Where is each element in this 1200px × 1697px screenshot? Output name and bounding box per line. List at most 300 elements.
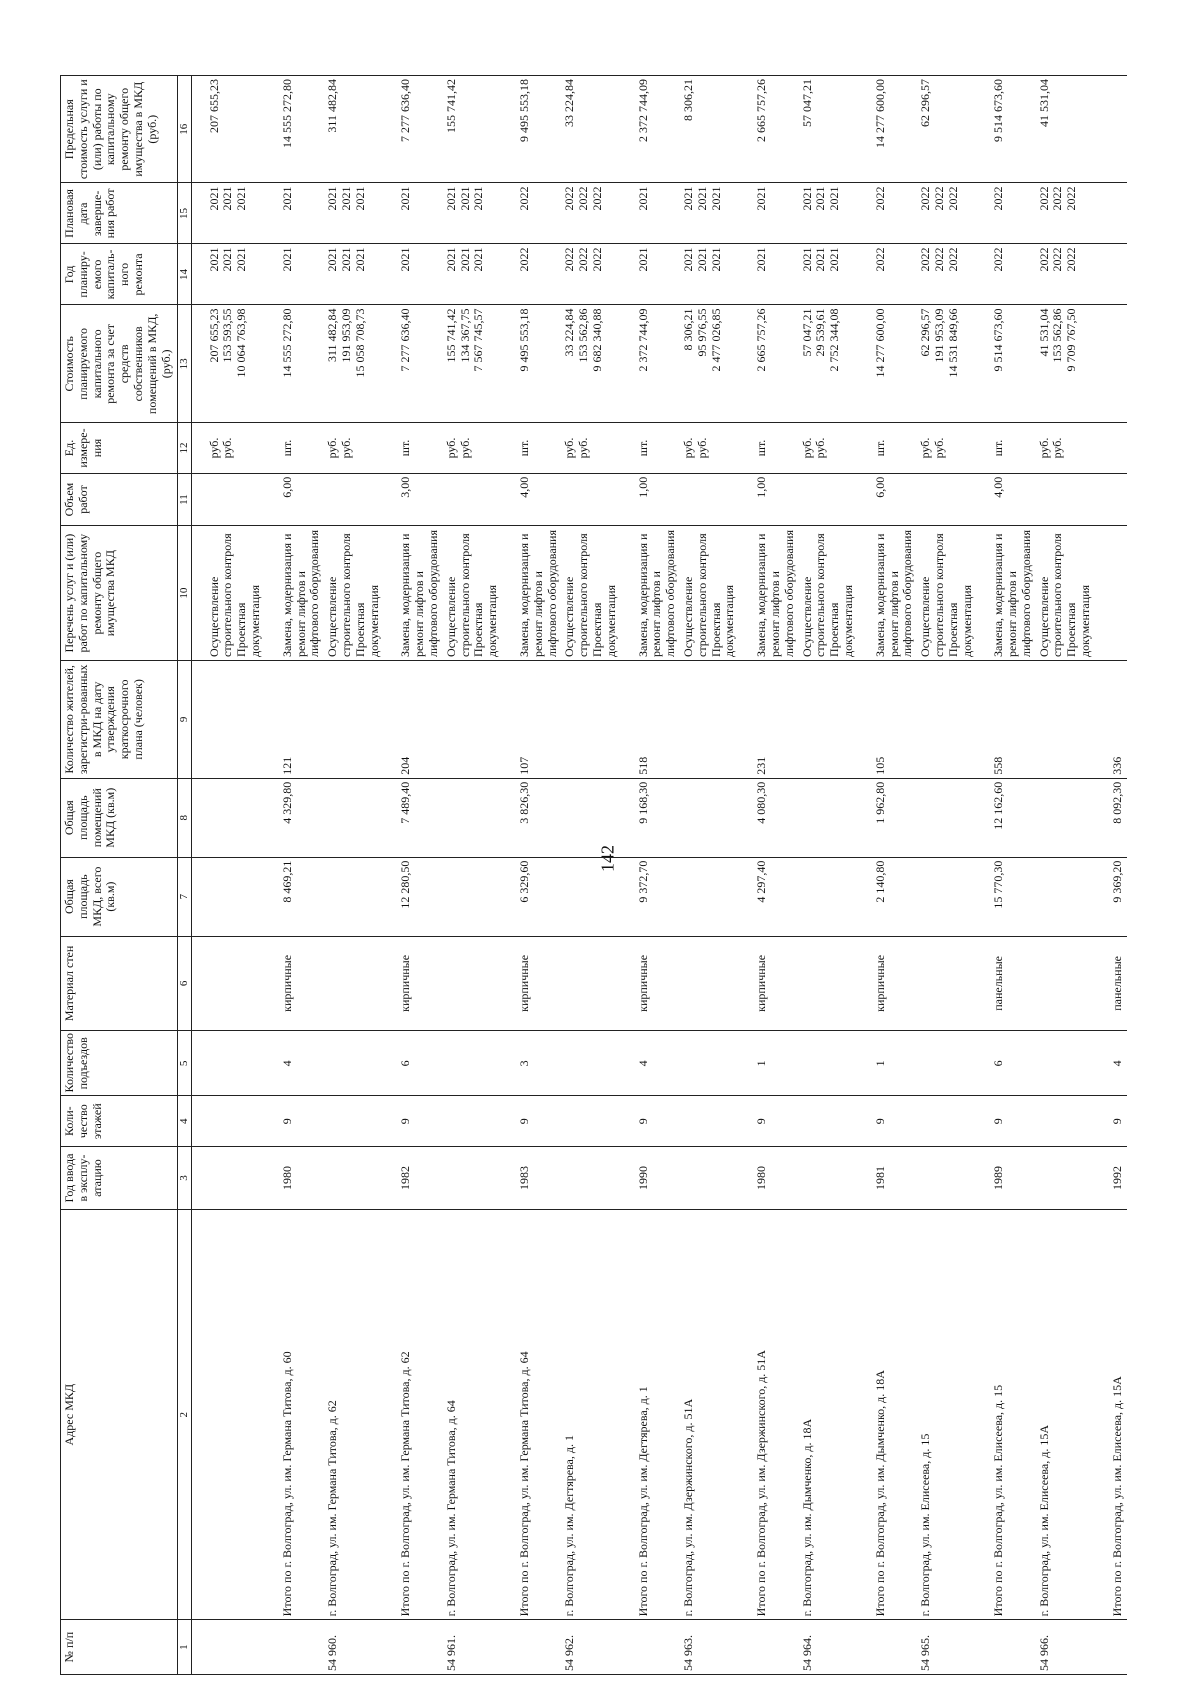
walls-cell: кирпичные bbox=[739, 936, 798, 1031]
year-built-cell: 1980 bbox=[739, 1146, 798, 1209]
cell-line: 2022 bbox=[918, 247, 933, 272]
year-cell: 2021 bbox=[621, 244, 680, 305]
cell-line: 2022 bbox=[1036, 186, 1051, 211]
work-cell bbox=[917, 526, 976, 661]
cell-line: 2021 bbox=[799, 186, 814, 211]
address-cell: Итого по г. Волгоград, ул. им. Елисеева, д. 15 bbox=[976, 1210, 1035, 1620]
cell-line: 2021 bbox=[206, 247, 221, 272]
cell-line: 2022 bbox=[576, 186, 591, 211]
residents-cell: 121 bbox=[265, 660, 324, 778]
year-cell bbox=[799, 244, 858, 305]
limit-cell: 9 495 553,18 bbox=[502, 76, 561, 183]
empty-cell bbox=[1036, 857, 1095, 936]
work-item: Осуществление строительного контроля bbox=[206, 533, 235, 657]
cell-line: 33 224,84 bbox=[562, 308, 577, 357]
column-number: 11 bbox=[178, 473, 192, 526]
unit-cell: шт. bbox=[976, 423, 1035, 473]
work-cell: Замена, модернизация и ремонт лифтов и лифтового оборудования bbox=[739, 526, 798, 661]
walls-cell: кирпичные bbox=[502, 936, 561, 1031]
year-cell bbox=[191, 244, 265, 305]
empty-cell bbox=[324, 778, 383, 857]
column-number: 8 bbox=[178, 778, 192, 857]
column-number: 7 bbox=[178, 857, 192, 936]
cell-line: 2021 bbox=[234, 186, 249, 211]
cell-line: 134 367,75 bbox=[457, 308, 472, 363]
empty-cell bbox=[799, 778, 858, 857]
work-item: Проектная документация bbox=[471, 584, 500, 657]
column-number: 16 bbox=[178, 76, 192, 183]
volume-cell: 1,00 bbox=[621, 473, 680, 526]
date-cell bbox=[191, 183, 265, 244]
row-number: 54 961. bbox=[443, 1620, 502, 1675]
cell-line: 2021 bbox=[694, 247, 709, 272]
empty-cell bbox=[191, 857, 265, 936]
work-cell: Замена, модернизация и ремонт лифтов и лифтового оборудования bbox=[502, 526, 561, 661]
area-rooms-cell: 12 162,60 bbox=[976, 778, 1035, 857]
cell-line: руб. bbox=[799, 437, 814, 459]
work-cell: Замена, модернизация и ремонт лифтов и лифтового оборудования bbox=[976, 526, 1035, 661]
limit-cell: 9 514 673,60 bbox=[976, 76, 1035, 183]
address-cell: Итого по г. Волгоград, ул. им. Германа Титова, д. 62 bbox=[383, 1210, 442, 1620]
cost-cell: 7 277 636,40 bbox=[383, 305, 442, 423]
year-built-cell: 1989 bbox=[976, 1146, 1035, 1209]
address-cell: Итого по г. Волгоград, ул. им. Елисеева, д. 15А bbox=[1095, 1210, 1127, 1620]
cell-line: 2021 bbox=[813, 247, 828, 272]
date-cell: 2021 bbox=[739, 183, 798, 244]
work-cell bbox=[1036, 526, 1095, 661]
residents-cell: 107 bbox=[502, 660, 561, 778]
work-item: Осуществление строительного контроля bbox=[918, 533, 946, 657]
work-item: Проектная документация bbox=[945, 584, 974, 657]
cost-cell bbox=[917, 305, 976, 423]
column-number-row bbox=[178, 76, 192, 1675]
year-cell bbox=[1036, 244, 1095, 305]
row-number: 54 966. bbox=[1036, 1620, 1095, 1675]
limit-cell bbox=[680, 76, 739, 183]
area-total-cell: 12 280,50 bbox=[383, 857, 442, 936]
empty-cell bbox=[1036, 936, 1095, 1031]
cell-line: руб. bbox=[1050, 437, 1065, 459]
area-total-cell: 9 369,20 bbox=[1095, 857, 1127, 936]
cell-line: руб. bbox=[813, 437, 828, 459]
cell-line: 2021 bbox=[220, 247, 235, 272]
column-number: 4 bbox=[178, 1096, 192, 1146]
cell-line: 15 058 708,73 bbox=[352, 308, 367, 378]
cell-line: 2021 bbox=[694, 186, 709, 211]
empty-cell bbox=[917, 1096, 976, 1146]
work-cell bbox=[561, 526, 620, 661]
cell-line: 2021 bbox=[352, 247, 367, 272]
cell-line: 2022 bbox=[945, 247, 960, 272]
cell-line: 2021 bbox=[443, 186, 458, 211]
cell-line: 191 953,09 bbox=[339, 308, 354, 363]
residents-cell: 204 bbox=[383, 660, 442, 778]
date-cell bbox=[917, 183, 976, 244]
area-rooms-cell: 4 329,80 bbox=[265, 778, 324, 857]
date-cell: 2021 bbox=[265, 183, 324, 244]
volume-cell bbox=[191, 473, 265, 526]
unit-cell: шт. bbox=[858, 423, 917, 473]
cell-line: 95 976,55 bbox=[694, 308, 709, 357]
total-row bbox=[383, 76, 442, 1675]
limit-cell bbox=[799, 76, 858, 183]
empty-cell bbox=[917, 936, 976, 1031]
empty-cell bbox=[443, 778, 502, 857]
item-row bbox=[1036, 76, 1095, 1675]
cell-line: руб. bbox=[562, 437, 577, 459]
empty-cell bbox=[680, 936, 739, 1031]
empty-cell bbox=[1036, 1096, 1095, 1146]
work-cell bbox=[680, 526, 739, 661]
cell-line: 2021 bbox=[443, 247, 458, 272]
column-header: Объем работ bbox=[61, 473, 178, 526]
cost-cell: 2 665 757,26 bbox=[739, 305, 798, 423]
item-row bbox=[561, 76, 620, 1675]
cell-line: 155 741,42 bbox=[443, 308, 458, 363]
empty-cell bbox=[680, 778, 739, 857]
cell-line: 2021 bbox=[799, 247, 814, 272]
column-header: Ед. измере-ния bbox=[61, 423, 178, 473]
item-row bbox=[917, 76, 976, 1675]
limit-cell bbox=[561, 76, 620, 183]
floors-cell: 9 bbox=[265, 1096, 324, 1146]
empty-cell bbox=[443, 1096, 502, 1146]
empty-cell bbox=[324, 660, 383, 778]
cell-line: руб. bbox=[694, 437, 709, 459]
volume-cell: 3,00 bbox=[383, 473, 442, 526]
cell-line: 2022 bbox=[945, 186, 960, 211]
empty-cell bbox=[191, 1031, 265, 1096]
item-row bbox=[443, 76, 502, 1675]
cost-cell bbox=[561, 305, 620, 423]
column-header: № п/п bbox=[61, 1620, 178, 1675]
column-number: 15 bbox=[178, 183, 192, 244]
address-cell: г. Волгоград, ул. им. Дымченко, д. 18А bbox=[799, 1210, 858, 1620]
empty-cell bbox=[799, 1031, 858, 1096]
volume-cell: 6,00 bbox=[858, 473, 917, 526]
empty-cell bbox=[1036, 1031, 1095, 1096]
cell-line: 8 306,21 bbox=[680, 79, 695, 121]
address-cell: Итого по г. Волгоград, ул. им. Германа Титова, д. 64 bbox=[502, 1210, 561, 1620]
area-rooms-cell: 4 080,30 bbox=[739, 778, 798, 857]
area-rooms-cell: 8 092,30 bbox=[1095, 778, 1127, 857]
empty-cell bbox=[1095, 183, 1127, 244]
column-number: 10 bbox=[178, 526, 192, 661]
row-number: 54 963. bbox=[680, 1620, 739, 1675]
entrances-cell: 1 bbox=[739, 1031, 798, 1096]
limit-cell: 14 555 272,80 bbox=[265, 76, 324, 183]
empty-cell bbox=[799, 1096, 858, 1146]
year-built-cell: 1981 bbox=[858, 1146, 917, 1209]
work-cell: Замена, модернизация и ремонт лифтов и лифтового оборудования bbox=[621, 526, 680, 661]
work-item: Проектная документация bbox=[708, 584, 737, 657]
empty-cell bbox=[1036, 1146, 1095, 1209]
work-item: Осуществление строительного контроля bbox=[680, 533, 709, 657]
column-number: 3 bbox=[178, 1146, 192, 1209]
limit-cell: 7 277 636,40 bbox=[383, 76, 442, 183]
empty-cell bbox=[561, 1096, 620, 1146]
date-cell bbox=[799, 183, 858, 244]
work-cell bbox=[191, 526, 265, 661]
address-cell: г. Волгоград, ул. им. Елисеева, д. 15А bbox=[1036, 1210, 1095, 1620]
area-total-cell: 8 469,21 bbox=[265, 857, 324, 936]
cell-line: 2 477 026,85 bbox=[708, 308, 723, 372]
cell-line: руб. bbox=[918, 437, 933, 459]
floors-cell: 9 bbox=[739, 1096, 798, 1146]
column-header: Материал стен bbox=[61, 936, 178, 1031]
cell-line: 10 064 763,98 bbox=[234, 308, 249, 378]
volume-cell: 4,00 bbox=[976, 473, 1035, 526]
area-rooms-cell: 9 168,30 bbox=[621, 778, 680, 857]
cell-line: 153 562,86 bbox=[576, 308, 591, 363]
column-number: 14 bbox=[178, 244, 192, 305]
cell-line: руб. bbox=[325, 437, 340, 459]
column-header: Плановая дата заверше-ния работ bbox=[61, 183, 178, 244]
cell-line: руб. bbox=[576, 437, 591, 459]
address-cell: Итого по г. Волгоград, ул. им. Германа Титова, д. 60 bbox=[265, 1210, 324, 1620]
empty-cell bbox=[561, 1031, 620, 1096]
cell-line: руб. bbox=[457, 437, 472, 459]
cell-line: 62 296,57 bbox=[918, 79, 933, 127]
empty-cell bbox=[191, 778, 265, 857]
year-built-cell: 1983 bbox=[502, 1146, 561, 1209]
address-cell: Итого по г. Волгоград, ул. им. Дымченко, д. 18А bbox=[858, 1210, 917, 1620]
item-row bbox=[680, 76, 739, 1675]
unit-cell bbox=[917, 423, 976, 473]
empty-cell bbox=[1095, 423, 1127, 473]
volume-cell: 4,00 bbox=[502, 473, 561, 526]
cell-line: 2021 bbox=[680, 247, 695, 272]
entrances-cell: 6 bbox=[383, 1031, 442, 1096]
cell-line: 2022 bbox=[931, 186, 946, 211]
empty-cell bbox=[191, 1146, 265, 1209]
cost-cell bbox=[1036, 305, 1095, 423]
empty-cell bbox=[561, 660, 620, 778]
empty-cell bbox=[917, 1146, 976, 1209]
cell-line: 2022 bbox=[1036, 247, 1051, 272]
empty-cell bbox=[443, 857, 502, 936]
empty-cell bbox=[799, 660, 858, 778]
cell-line: 2022 bbox=[562, 247, 577, 272]
entrances-cell: 6 bbox=[976, 1031, 1035, 1096]
work-item: Проектная документация bbox=[352, 584, 381, 657]
cell-line: 207 655,23 bbox=[206, 79, 221, 133]
total-row bbox=[976, 76, 1035, 1675]
work-cell bbox=[799, 526, 858, 661]
address-cell: г. Волгоград, ул. им. Дегтярева, д. 1 bbox=[561, 1210, 620, 1620]
cell-line: 191 953,09 bbox=[931, 308, 946, 363]
area-total-cell: 2 140,80 bbox=[858, 857, 917, 936]
cell-line: 2021 bbox=[234, 247, 249, 272]
row-number: 54 965. bbox=[917, 1620, 976, 1675]
work-item: Осуществление строительного контроля bbox=[1036, 533, 1065, 657]
residents-cell: 105 bbox=[858, 660, 917, 778]
volume-cell bbox=[680, 473, 739, 526]
cell-line: 2 752 344,08 bbox=[827, 308, 842, 372]
cell-line: 9 682 340,88 bbox=[589, 308, 604, 372]
empty-cell bbox=[324, 936, 383, 1031]
address-cell: Итого по г. Волгоград, ул. им. Дегтярева, д. 1 bbox=[621, 1210, 680, 1620]
cell-line: 2022 bbox=[931, 247, 946, 272]
column-number: 9 bbox=[178, 660, 192, 778]
row-number: 54 960. bbox=[324, 1620, 383, 1675]
row-number bbox=[976, 1620, 1035, 1675]
cell-line: 2021 bbox=[708, 247, 723, 272]
entrances-cell: 4 bbox=[265, 1031, 324, 1096]
work-cell bbox=[324, 526, 383, 661]
total-row bbox=[191, 76, 265, 1675]
empty-cell bbox=[799, 936, 858, 1031]
year-cell bbox=[443, 244, 502, 305]
work-item: Проектная документация bbox=[827, 584, 855, 657]
empty-cell bbox=[917, 857, 976, 936]
empty-cell bbox=[443, 1031, 502, 1096]
cell-line: 2021 bbox=[220, 186, 235, 211]
unit-cell bbox=[191, 423, 265, 473]
empty-cell bbox=[1095, 76, 1127, 183]
cell-line: 155 741,42 bbox=[443, 79, 458, 133]
year-cell bbox=[324, 244, 383, 305]
floors-cell: 9 bbox=[976, 1096, 1035, 1146]
cell-line: 2022 bbox=[918, 186, 933, 211]
cell-line: 2021 bbox=[457, 247, 472, 272]
cost-cell: 9 495 553,18 bbox=[502, 305, 561, 423]
empty-cell bbox=[1036, 660, 1095, 778]
cell-line: руб. bbox=[680, 437, 695, 459]
volume-cell bbox=[1036, 473, 1095, 526]
unit-cell: шт. bbox=[739, 423, 798, 473]
area-total-cell: 4 297,40 bbox=[739, 857, 798, 936]
year-cell: 2021 bbox=[739, 244, 798, 305]
cost-cell bbox=[324, 305, 383, 423]
cell-line: 2022 bbox=[1050, 186, 1065, 211]
item-row bbox=[799, 76, 858, 1675]
empty-cell bbox=[561, 936, 620, 1031]
entrances-cell: 1 bbox=[858, 1031, 917, 1096]
work-cell: Замена, модернизация и ремонт лифтов и лифтового оборудования bbox=[858, 526, 917, 661]
empty-cell bbox=[917, 1031, 976, 1096]
limit-cell: 2 665 757,26 bbox=[739, 76, 798, 183]
unit-cell: шт. bbox=[502, 423, 561, 473]
volume-cell bbox=[799, 473, 858, 526]
volume-cell bbox=[917, 473, 976, 526]
year-cell: 2022 bbox=[502, 244, 561, 305]
cell-line: 311 482,84 bbox=[325, 79, 340, 133]
empty-cell bbox=[917, 660, 976, 778]
floors-cell: 9 bbox=[502, 1096, 561, 1146]
row-number: 54 962. bbox=[561, 1620, 620, 1675]
volume-cell bbox=[324, 473, 383, 526]
limit-cell: 14 277 600,00 bbox=[858, 76, 917, 183]
work-cell: Замена, модернизация и ремонт лифтов и лифтового оборудования bbox=[383, 526, 442, 661]
item-row bbox=[324, 76, 383, 1675]
empty-cell bbox=[680, 1031, 739, 1096]
cell-line: 57 047,21 bbox=[799, 79, 814, 127]
unit-cell: шт. bbox=[383, 423, 442, 473]
cell-line: руб. bbox=[931, 437, 946, 459]
work-item: Осуществление строительного контроля bbox=[799, 533, 828, 657]
row-number: 54 964. bbox=[799, 1620, 858, 1675]
column-header: Предельная стоимость услуги и (или) работы по капитальному ремонту общего имущества в МКД (руб.) bbox=[61, 76, 178, 183]
cell-line: 207 655,23 bbox=[206, 308, 221, 363]
cell-line: 2021 bbox=[206, 186, 221, 211]
total-row bbox=[621, 76, 680, 1675]
cell-line: руб. bbox=[206, 437, 221, 459]
cell-line: 2021 bbox=[325, 186, 340, 211]
date-cell bbox=[561, 183, 620, 244]
cell-line: 2021 bbox=[471, 186, 486, 211]
address-cell: г. Волгоград, ул. им. Германа Титова, д. 62 bbox=[324, 1210, 383, 1620]
column-header: Общая площадь МКД, всего (кв.м) bbox=[61, 857, 178, 936]
area-rooms-cell: 1 962,80 bbox=[858, 778, 917, 857]
work-item: Осуществление строительного контроля bbox=[325, 533, 354, 657]
column-header: Общая площадь помещений МКД (кв.м) bbox=[61, 778, 178, 857]
cost-cell: 14 277 600,00 bbox=[858, 305, 917, 423]
volume-cell: 6,00 bbox=[265, 473, 324, 526]
total-row bbox=[265, 76, 324, 1675]
column-header: Количество жителей, зарегистри-рованных в МКД на дату утверждения краткосрочного плана (человек) bbox=[61, 660, 178, 778]
unit-cell: шт. bbox=[265, 423, 324, 473]
cell-line: 2021 bbox=[827, 247, 842, 272]
walls-cell: кирпичные bbox=[265, 936, 324, 1031]
cell-line: руб. bbox=[443, 437, 458, 459]
empty-cell bbox=[680, 660, 739, 778]
empty-cell bbox=[680, 857, 739, 936]
column-header: Стоимость планируемого капитального ремонта за счет средств собственников помещений в МКД, (руб.) bbox=[61, 305, 178, 423]
empty-cell bbox=[191, 660, 265, 778]
unit-cell bbox=[324, 423, 383, 473]
cell-line: 41 531,04 bbox=[1036, 79, 1051, 127]
row-number bbox=[858, 1620, 917, 1675]
cost-cell: 14 555 272,80 bbox=[265, 305, 324, 423]
entrances-cell: 4 bbox=[621, 1031, 680, 1096]
cell-line: руб. bbox=[339, 437, 354, 459]
column-number: 1 bbox=[178, 1620, 192, 1675]
cell-line: 29 539,61 bbox=[813, 308, 828, 357]
empty-cell bbox=[443, 936, 502, 1031]
area-total-cell: 6 329,60 bbox=[502, 857, 561, 936]
empty-cell bbox=[191, 1620, 265, 1675]
cost-cell: 9 514 673,60 bbox=[976, 305, 1035, 423]
floors-cell: 9 bbox=[383, 1096, 442, 1146]
cost-cell bbox=[191, 305, 265, 423]
unit-cell bbox=[561, 423, 620, 473]
year-built-cell: 1990 bbox=[621, 1146, 680, 1209]
cell-line: руб. bbox=[1036, 437, 1051, 459]
cell-line: 9 709 767,50 bbox=[1064, 308, 1079, 372]
cell-line: 8 306,21 bbox=[680, 308, 695, 351]
year-built-cell: 1992 bbox=[1095, 1146, 1127, 1209]
empty-cell bbox=[324, 1096, 383, 1146]
cell-line: 41 531,04 bbox=[1036, 308, 1051, 357]
empty-cell bbox=[324, 1031, 383, 1096]
cell-line: 2022 bbox=[589, 247, 604, 272]
cell-line: 2021 bbox=[325, 247, 340, 272]
cell-line: 2021 bbox=[339, 186, 354, 211]
column-header: Коли-чество этажей bbox=[61, 1096, 178, 1146]
cell-line: 2022 bbox=[1050, 247, 1065, 272]
unit-cell bbox=[799, 423, 858, 473]
empty-cell bbox=[443, 1146, 502, 1209]
empty-cell bbox=[443, 660, 502, 778]
date-cell: 2021 bbox=[383, 183, 442, 244]
date-cell: 2022 bbox=[976, 183, 1035, 244]
cell-line: руб. bbox=[220, 437, 235, 459]
volume-cell bbox=[561, 473, 620, 526]
year-cell: 2022 bbox=[858, 244, 917, 305]
cost-cell: 2 372 744,09 bbox=[621, 305, 680, 423]
cell-line: 311 482,84 bbox=[325, 308, 340, 362]
